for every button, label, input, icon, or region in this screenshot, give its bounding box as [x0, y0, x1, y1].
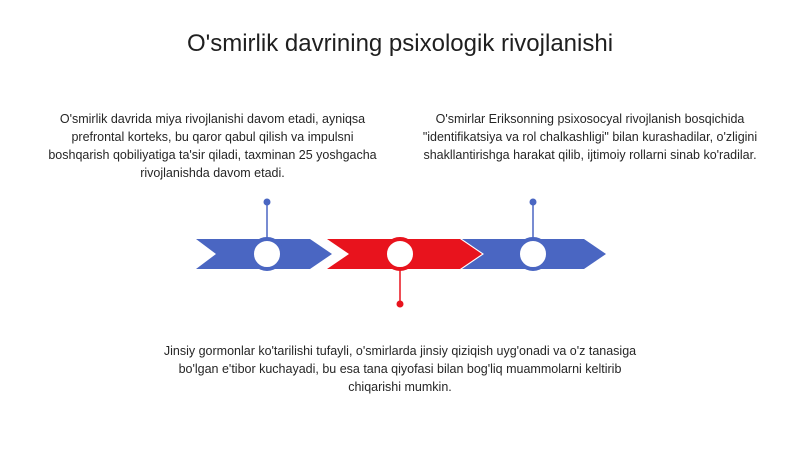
timeline-marker-2: [385, 239, 415, 269]
timeline-text-3: O'smirlar Eriksonning psixosoсyal rivojlanish bosqichida "identifikatsiya va rol chalkashligi" bilan kurashadilar, o'zligini shakllantirishga harakat qilib, ijtimoiy rollarni sinab ko'radilar.: [422, 112, 758, 162]
timeline-text-1: O'smirlik davrida miya rivojlanishi davom etadi, ayniqsa prefrontal korteks, bu qaror qabul qilish va impulsni boshqarish qobiliyatiga ta'sir qiladi, taxminan 25 yoshgacha rivojlanishda davom etadi.: [48, 112, 377, 180]
timeline-text-2: Jinsiy gormonlar ko'tarilishi tufayli, o'smirlarda jinsiy qiziqish uyg'onadi va o'z tanasiga bo'lgan e'tibor kuchayadi, bu esa tana qiyofasi bilan bog'liq muammolarni keltirib chiqarishi mumkin.: [163, 344, 637, 394]
timeline-marker-1: [252, 239, 282, 269]
timeline-connector-dot-3: [530, 199, 537, 206]
timeline-marker-3: [518, 239, 548, 269]
slide-title: O'smirlik davrining psixologik rivojlanishi: [186, 30, 614, 57]
timeline-connector-dot-2: [397, 301, 404, 308]
timeline-connector-dot-1: [264, 199, 271, 206]
